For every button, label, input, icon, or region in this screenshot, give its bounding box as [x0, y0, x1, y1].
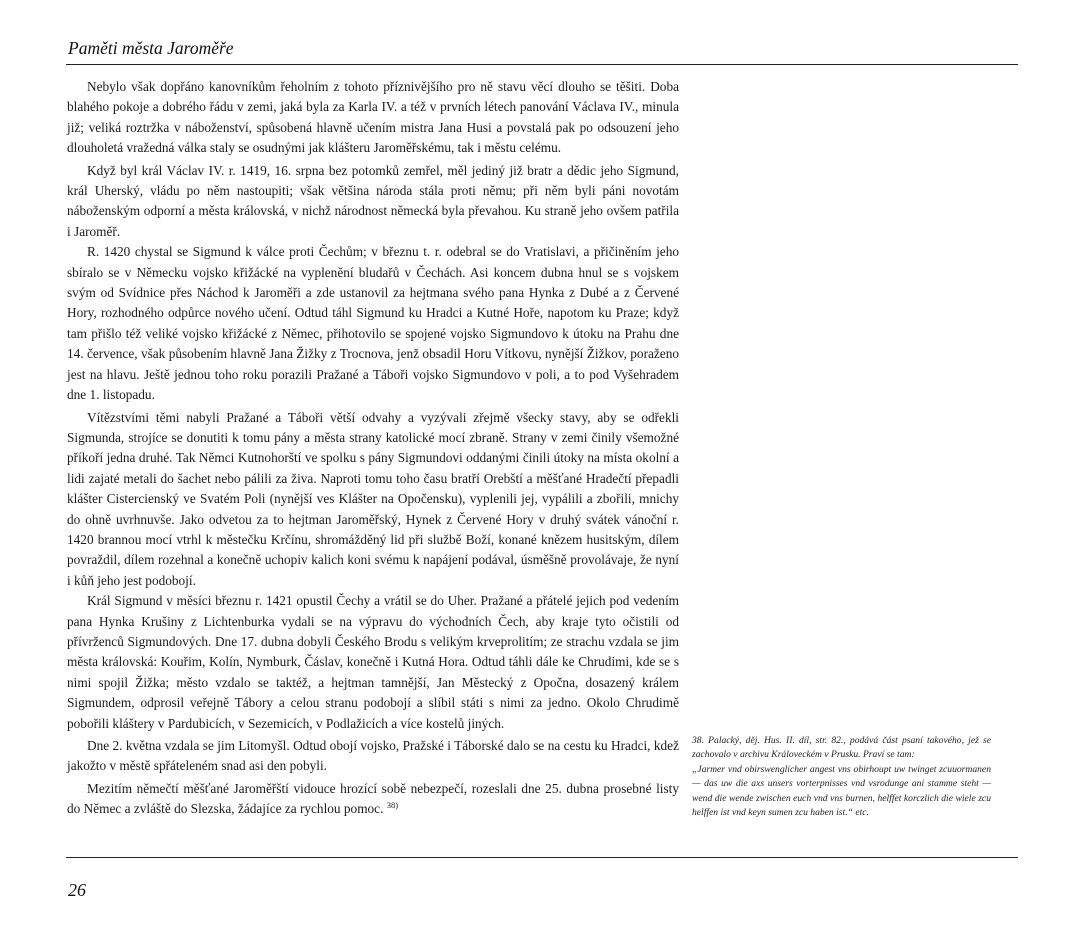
footnote: [692, 734, 991, 820]
footnote-citation: 38. Palacký, děj. Hus. II. díl, str. 82., podává část psaní takového, jež se zachovalo v archivu Královeckém v Prusku. Praví se tam:: [692, 735, 991, 761]
footnote-quote: „Jarmer vnd obirswenglicher angest vns obirhoupt uw twinget zcuuormanen — das uw die axs unsers vorterpnisses vnd vsrodunge ani stamme steht — wend die wende zwischen euch vnd vns burnen, helffet korczlich die wiele zcu helffen ist vnd keyn sumen zcu haben ist.“ etc.: [692, 763, 991, 819]
paragraph-1: Nebylo však dopřáno kanovníkům řeholním z tohoto příznivějšího pro ně stavu věcí dlouho se těšiti. Doba blahého pokoje a dobrého řádu v zemi, jaká byla za Karla IV. a též v prvních létech panování Václava IV., minula již; veliká roztržka v náboženství, spůsobená hlavně učením mistra Jana Husi a povstalá pak po odsouzení jeho dlouholetá vražedná válka staly se osudnými jak klášteru Jaroměřskému, tak i městu celému.: [67, 79, 679, 156]
page-number: 26: [68, 880, 86, 900]
paragraph-7-text: Mezitím němečtí měšťané Jaroměřští vidouce hrozící sobě nebezpečí, rozeslali dne 25. dubna prosebné listy do Němec a zvláště do Slezska, žádajíce za rychlou pomoc.: [67, 780, 679, 817]
paragraph-4: Vítězstvími těmi nabyli Pražané a Táboři větší odvahy a vyzývali zřejmě všecky stavy, aby se odřekli Sigmunda, strojíce se donutiti k tomu pány a města strany katolické mocí zbraně. Strany v zemi činily všemožné příkoří jedna druhé. Tak Němci Kutnohorští ve spolku s pány Sigmundovi oddanými činili útoky na místa okolní a lidi zajaté metali do šachet nebo pálili za živa. Naproti tomu toho času bratří Orebští a měšťané Hradečtí přepadli klášter Cistercienský ve Svatém Poli (nynější ves Klášter na Opočensku), vyplenili jej, vypálili a zbořili, mnichy do ohně uvrhnuvše. Jako odvetou za to hejtman Jaroměřský, Hynek z Červené Hory v druhý svátek vánoční r. 1420 brannou mocí vtrhl k městečku Krčínu, shromážděný lid při službě Boží, konané knězem husitským, dílem povraždil, dílem rozehnal a konečně uchopiv kalich koni svému k napájení podával, úsměšně provolávaje, že nyní i kůň jeho jest podobojí.: [67, 409, 679, 588]
footer-rule: [66, 857, 1018, 858]
paragraph-2: Když byl král Václav IV. r. 1419, 16. srpna bez potomků zemřel, měl jediný již bratr a dědic jeho Sigmund, král Uherský, vládu po něm nastoupiti; však většina národa stála proti němu; při něm byli páni novotám náboženským odporní a města královská, v nichž národnost německá byla převahou. Ku straně jeho ovšem patřila i Jaroměř.: [67, 162, 679, 239]
paragraph-5: Král Sigmund v měsíci březnu r. 1421 opustil Čechy a vrátil se do Uher. Pražané a přátelé jejich pod vedením pana Hynka Krušiny z Lichtenburka vydali se na výpravu do východních Čech, aby kraje tyto očistili od přívrženců Sigmundových. Dne 17. dubna dobyli Českého Brodu s velikým krveprolitím; ze strachu vzdala se jim města královská: Kouřim, Kolín, Nymburk, Čáslav, konečně i Kutná Hora. Odtud táhli dále ke Chrudimi, kde se s nimi spojil Žižka; město vzdalo se taktéž, a hejtman tamnější, Jan Městecký z Opočna, dosazený králem Sigmundem, odprosil veřejně Tábory a celou stranu podobojí a slíbil státi s nimi za jedno. Okolo Chrudimě pobořili kláštery v Pardubicích, v Sezemicích, v Podlažicích a více kostelů jiných.: [67, 593, 679, 731]
paragraph-6: Dne 2. května vzdala se jim Litomyšl. Odtud obojí vojsko, Pražské i Táborské dalo se na cestu ku Hradci, kdež jakožto v městě spřáteleném snad asi den pobyli.: [67, 738, 679, 774]
main-text: [67, 77, 679, 820]
running-title: Paměti města Jaroměře: [68, 38, 234, 58]
footnote-reference[interactable]: 38): [386, 800, 399, 811]
header-rule: [66, 64, 1018, 65]
paragraph-7: [67, 779, 679, 820]
paragraph-3: R. 1420 chystal se Sigmund k válce proti Čechům; v březnu t. r. odebral se do Vratislavi, a přičiněním jeho sbíralo se v Německu vojsko křižácké na vyplenění bludařů v Čechách. Asi koncem dubna hnul se s vojskem svým od Svídnice přes Náchod k Jaroměři a zde ustanovil za hejtmana svého pana Hynka z Dubé a z Červené Hory, rozhodného odpůrce nového učení. Odtud táhl Sigmund ku Hradci a Kutné Hoře, napotom ku Praze; když tam přišlo též veliké vojsko křižácké z Němec, přihotovilo se spojené vojsko Sigmundovo k útoku na Prahu dne 14. července, však působením hlavně Jana Žižky z Trocnova, jenž obsadil Horu Vítkovu, nynější Žižkov, poraženo jest na hlavu. Ještě jednou toho roku porazili Pražané a Táboři vojsko Sigmundovo v poli, a to pod Vyšehradem dne 1. listopadu.: [67, 244, 679, 403]
